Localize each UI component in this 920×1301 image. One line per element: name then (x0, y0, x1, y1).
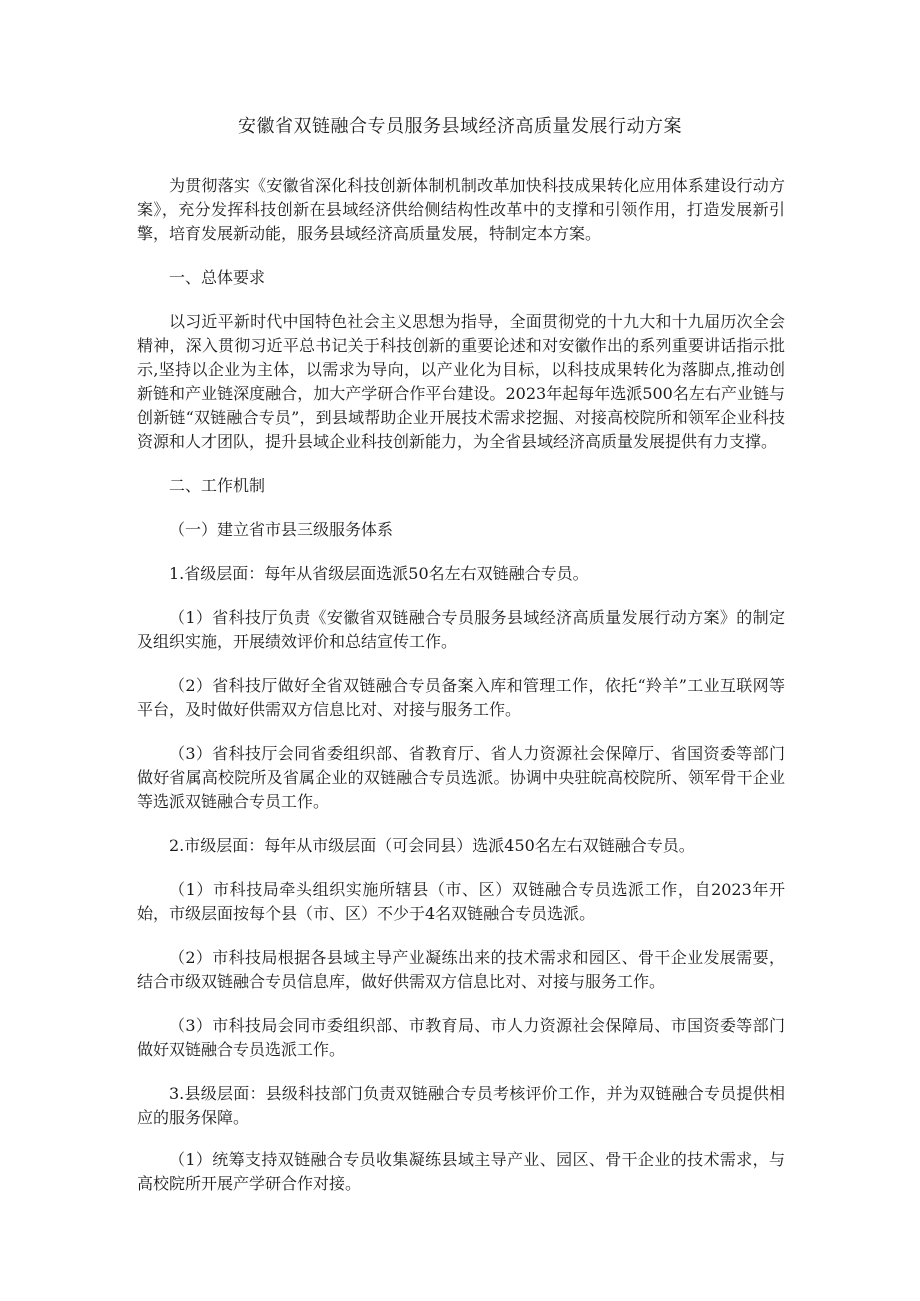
municipal-level-item: 2.市级层面：每年从市级层面（可会同县）选派450名左右双链融合专员。 (169, 836, 695, 855)
municipal-sub-item-3: （3）市科技局会同市委组织部、市教育局、市人力资源社会保障局、市国资委等部门做好双链融合专员选派工作。 (137, 1016, 785, 1059)
provincial-level-item: 1.省级层面：每年从省级层面选派50名左右双链融合专员。 (169, 564, 589, 583)
section-heading-general-requirements: 一、总体要求 (169, 268, 266, 287)
provincial-sub-item-2: （2）省科技厅做好全省双链融合专员备案入库和管理工作，依托“羚羊”工业互联网等平台，及时做好供需双方信息比对、对接与服务工作。 (137, 676, 785, 719)
municipal-sub-item-1: （1）市科技局牵头组织实施所辖县（市、区）双链融合专员选派工作，自2023年开始，市级层面按每个县（市、区）不少于4名双链融合专员选派。 (137, 880, 785, 923)
general-requirements-paragraph: 以习近平新时代中国特色社会主义思想为指导，全面贯彻党的十九大和十九届历次全会精神，深入贯彻习近平总书记关于科技创新的重要论述和对安徽作出的系列重要讲话指示批示,坚持以企业为主体，以需求为导向，以产业化为目标，以科技成果转化为落脚点,推动创新链和产业链深度融合，加大产学研合作平台建设。2023年起每年选派500名左右产业链与创新链“双链融合专员”，到县域帮助企业开展技术需求挖掘、对接高校院所和领军企业科技资源和人才团队，提升县域企业科技创新能力，为全省县域经济高质量发展提供有力支撑。 (137, 312, 785, 451)
municipal-sub-item-2: （2）市科技局根据各县域主导产业凝练出来的技术需求和园区、骨干企业发展需要，结合市级双链融合专员信息库，做好供需双方信息比对、对接与服务工作。 (137, 948, 785, 991)
subsection-heading-service-system: （一）建立省市县三级服务体系 (169, 520, 394, 539)
intro-paragraph: 为贯彻落实《安徽省深化科技创新体制机制改革加快科技成果转化应用体系建设行动方案》，充分发挥科技创新在县域经济供给侧结构性改革中的支撑和引领作用，打造发展新引擎，培育发展新动能，服务县域经济高质量发展，特制定本方案。 (137, 176, 785, 243)
document-body (137, 174, 785, 1216)
county-level-item: 3.县级层面：县级科技部门负责双链融合专员考核评价工作，并为双链融合专员提供相应的服务保障。 (137, 1084, 785, 1127)
county-sub-item-1: （1）统筹支持双链融合专员收集凝练县域主导产业、园区、骨干企业的技术需求，与高校院所开展产学研合作对接。 (137, 1150, 785, 1193)
provincial-sub-item-3: （3）省科技厅会同省委组织部、省教育厅、省人力资源社会保障厅、省国资委等部门做好省属高校院所及省属企业的双链融合专员选派。协调中央驻皖高校院所、领军骨干企业等选派双链融合专员工作。 (137, 744, 785, 811)
document-title: 安徽省双链融合专员服务县域经济高质量发展行动方案 (238, 116, 682, 137)
section-heading-work-mechanism: 二、工作机制 (169, 476, 266, 495)
provincial-sub-item-1: （1）省科技厅负责《安徽省双链融合专员服务县域经济高质量发展行动方案》的制定及组织实施，开展绩效评价和总结宣传工作。 (137, 608, 785, 651)
